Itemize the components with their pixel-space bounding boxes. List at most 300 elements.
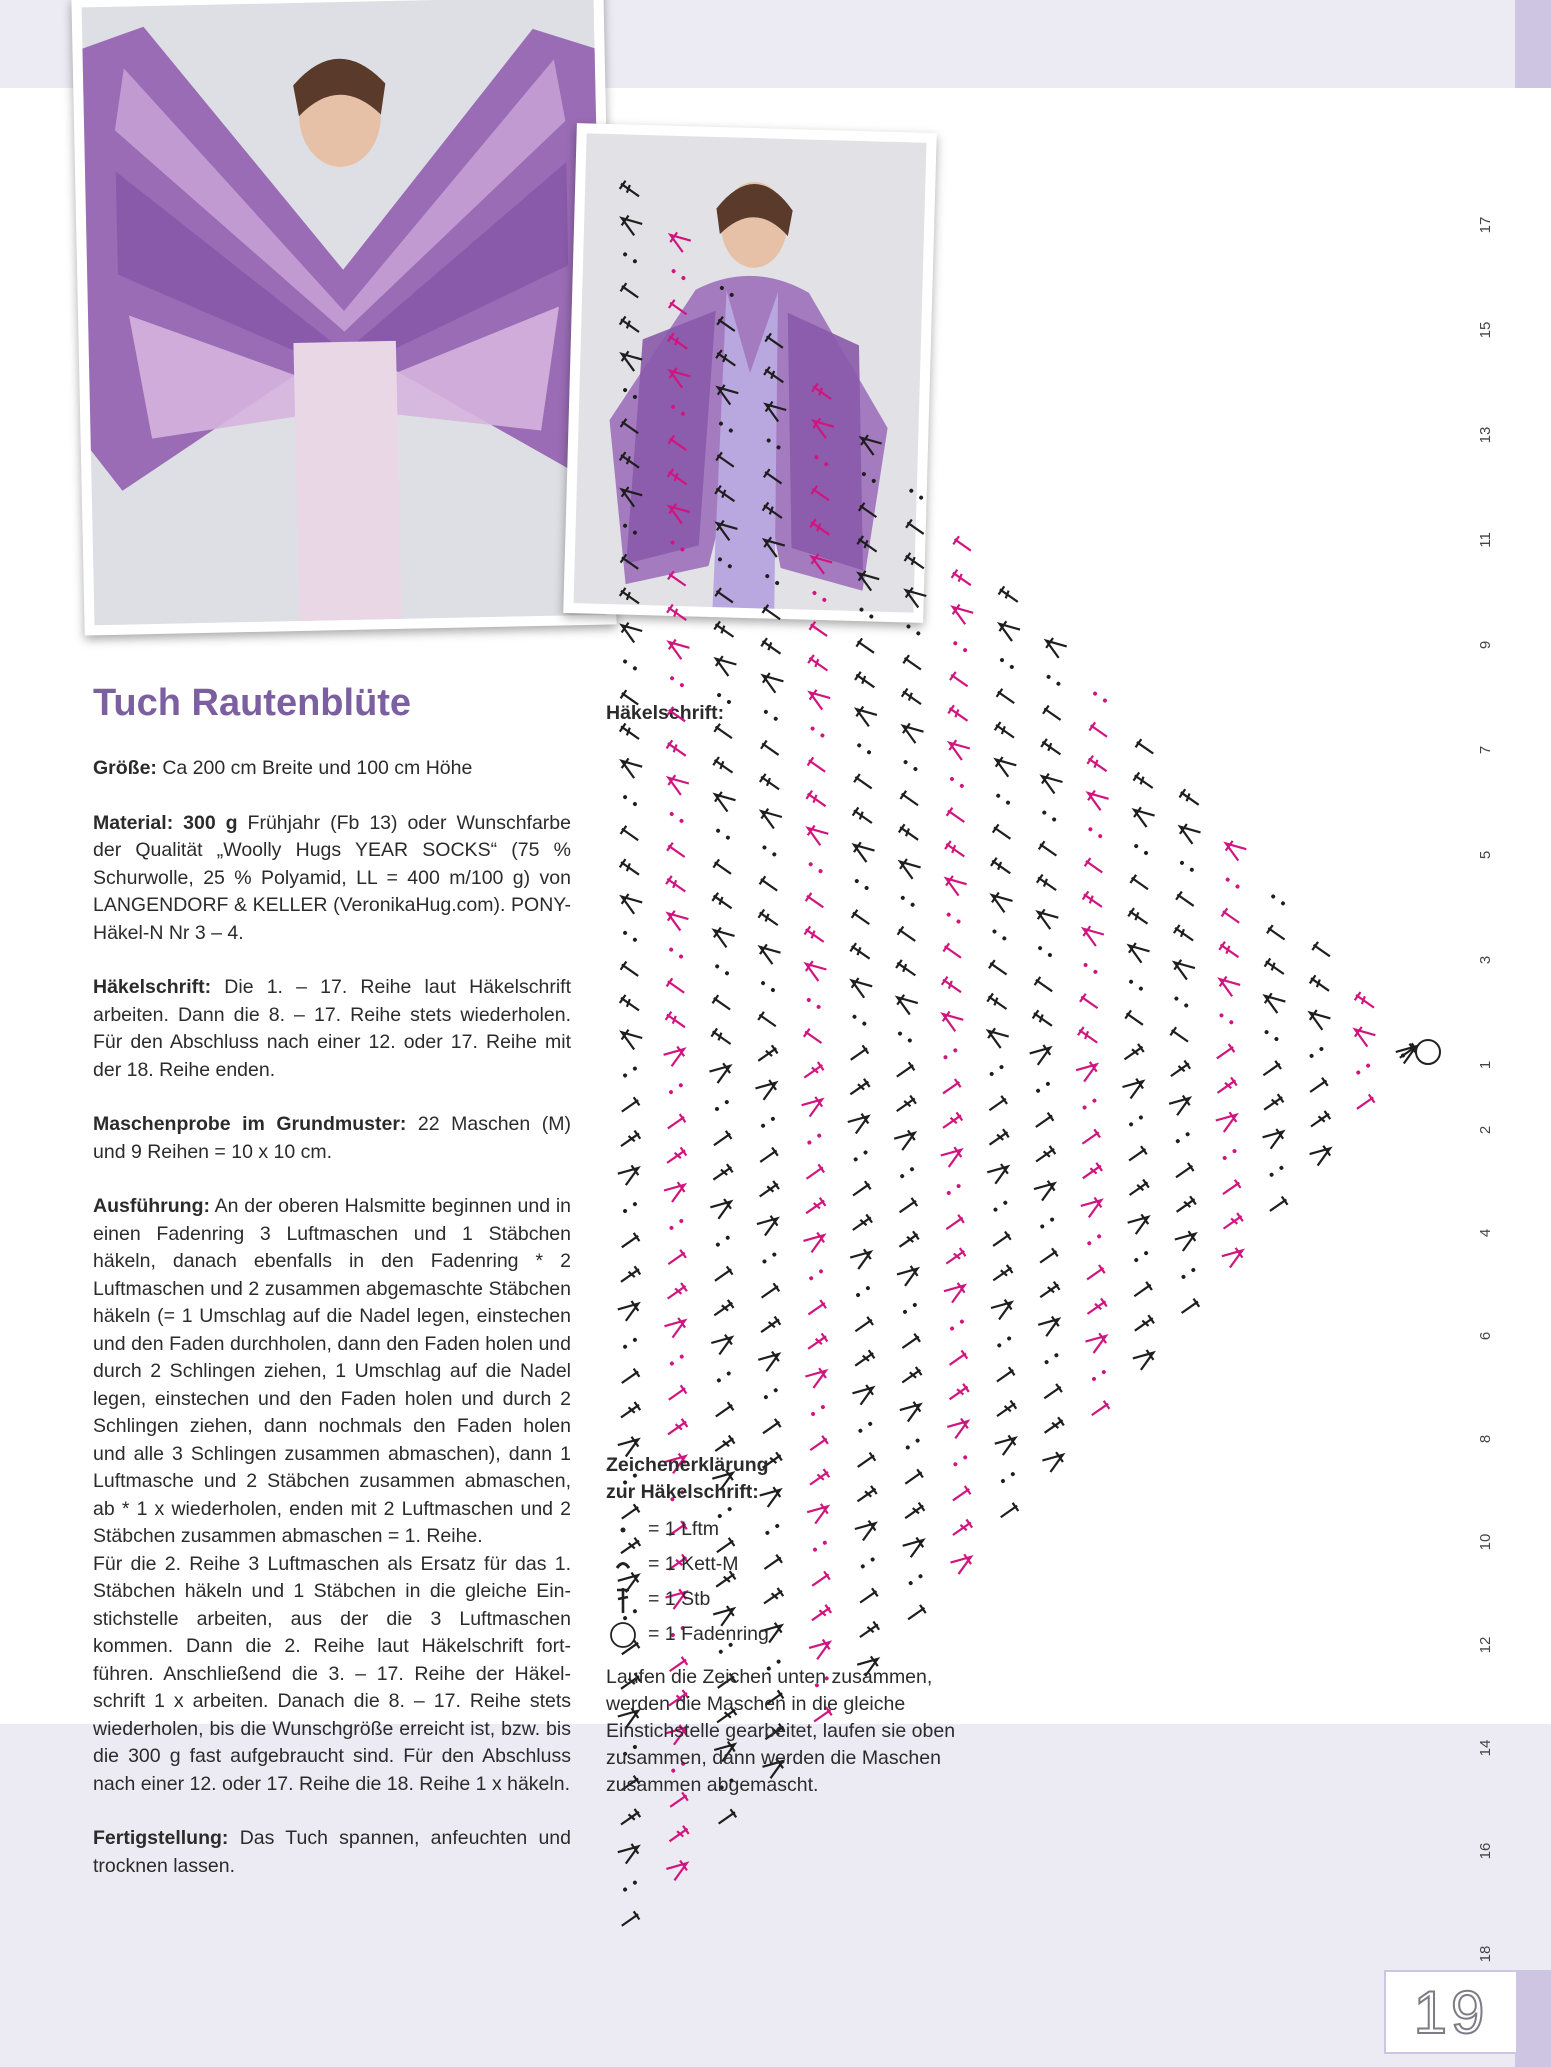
chart-symbol xyxy=(715,451,737,471)
chart-symbol xyxy=(856,743,871,755)
chart-symbol xyxy=(942,873,966,896)
chart-symbol xyxy=(1309,1046,1324,1058)
chart-symbol xyxy=(806,756,828,776)
chart-symbol xyxy=(1308,974,1332,995)
chart-symbol xyxy=(852,703,876,726)
chart-symbol xyxy=(618,722,642,743)
chart-symbol xyxy=(943,840,967,861)
chart-symbol xyxy=(905,1438,920,1450)
chart-symbol xyxy=(1265,924,1287,944)
chart-symbol xyxy=(714,587,736,607)
execution-label: Ausführung: xyxy=(93,1195,210,1217)
chart-symbol xyxy=(859,607,874,619)
chart-symbol xyxy=(716,315,738,335)
chart-symbol xyxy=(1221,1212,1245,1233)
chart-symbol xyxy=(1084,1264,1106,1284)
chart-symbol xyxy=(806,1299,828,1319)
chart-symbol xyxy=(759,1282,781,1302)
chart-symbol xyxy=(756,941,780,964)
chart-symbol xyxy=(807,654,831,675)
chart-symbol xyxy=(667,1825,691,1846)
legend-title-2: zur Häkelschrift: xyxy=(606,1481,759,1503)
chart-symbol xyxy=(665,501,689,524)
chart-symbol xyxy=(1219,1013,1234,1025)
chart-symbol xyxy=(618,348,642,371)
chart-symbol xyxy=(952,640,967,652)
chart-symbol xyxy=(990,1230,1012,1250)
chart-symbol xyxy=(622,930,637,942)
chart-symbol xyxy=(711,1130,733,1150)
chart-symbol xyxy=(1214,1043,1236,1063)
chart-symbol xyxy=(669,675,684,687)
chart-symbol xyxy=(666,1384,688,1404)
chart-symbol xyxy=(718,421,733,433)
chart-symbol xyxy=(805,1365,829,1388)
chart-symbol xyxy=(618,212,642,235)
chart-symbol xyxy=(1091,1369,1106,1381)
chart-symbol xyxy=(1046,674,1061,686)
chart-symbol xyxy=(1037,840,1059,860)
chart-symbol xyxy=(857,502,879,522)
chart-symbol xyxy=(801,1061,825,1082)
chart-symbol xyxy=(993,1200,1008,1212)
dot-icon xyxy=(606,1515,640,1545)
chart-symbol xyxy=(760,534,784,557)
chart-symbol xyxy=(618,1027,642,1050)
legend-title-1: Zeichenerklärung xyxy=(606,1454,769,1476)
chart-symbol xyxy=(711,789,735,812)
chart-symbol xyxy=(1172,924,1196,945)
chart-symbol xyxy=(618,484,642,507)
chart-symbol xyxy=(1261,990,1285,1013)
chart-symbol xyxy=(850,1213,874,1234)
chart-symbol xyxy=(1041,704,1063,724)
chart-symbol xyxy=(665,739,689,760)
chart-symbol xyxy=(1222,1245,1246,1268)
chart-symbol xyxy=(1092,691,1107,703)
chart-symbol xyxy=(856,535,880,556)
chart-symbol xyxy=(1044,1352,1059,1364)
chart-symbol xyxy=(619,1232,641,1252)
chart-symbol xyxy=(802,1027,824,1047)
chart-symbol xyxy=(852,1382,876,1405)
chart-symbol xyxy=(902,1302,917,1314)
chart-symbol xyxy=(855,637,877,657)
chart-symbol xyxy=(899,1366,923,1387)
chart-symbol xyxy=(713,1401,735,1421)
chart-symbol xyxy=(714,349,738,370)
row-number: 18 xyxy=(1477,1945,1494,1963)
magic-ring-icon xyxy=(1416,1040,1440,1064)
chart-symbol xyxy=(946,1183,961,1195)
chart-symbol xyxy=(1042,1416,1066,1437)
chart-symbol xyxy=(1085,1297,1109,1318)
chart-symbol xyxy=(947,1415,971,1438)
chart-symbol xyxy=(1080,1162,1104,1183)
chart-symbol xyxy=(939,1008,963,1031)
chart-symbol xyxy=(849,942,873,963)
chart-symbol xyxy=(897,823,921,844)
row-number: 6 xyxy=(1477,1331,1494,1341)
chart-symbol xyxy=(1034,906,1058,929)
row-number: 7 xyxy=(1477,745,1494,755)
chart-symbol xyxy=(1174,1195,1198,1216)
row-number: 3 xyxy=(1477,955,1494,965)
arc-icon xyxy=(606,1550,640,1580)
chart-symbol xyxy=(664,1043,688,1066)
chart-symbol xyxy=(763,709,778,721)
chart-symbol xyxy=(711,994,733,1014)
chart-heading: Häkelschrift: xyxy=(606,702,725,724)
chart-symbol xyxy=(1042,1449,1066,1472)
chart-symbol xyxy=(858,1421,873,1433)
chart-symbol xyxy=(899,790,921,810)
chart-text-label: Häkelschrift: xyxy=(93,976,212,998)
chart-symbol xyxy=(619,1096,641,1116)
chart-symbol xyxy=(1086,1234,1101,1246)
dagger-icon xyxy=(606,1585,640,1615)
chart-symbol xyxy=(764,332,786,352)
chart-symbol xyxy=(1308,1110,1332,1131)
chart-symbol xyxy=(766,438,781,450)
chart-symbol xyxy=(762,468,784,488)
chart-symbol xyxy=(1220,907,1242,927)
chart-symbol xyxy=(712,653,736,676)
chart-symbol xyxy=(848,975,872,998)
chart-symbol xyxy=(711,892,735,913)
chart-symbol xyxy=(622,794,637,806)
chart-symbol xyxy=(717,557,732,569)
chart-symbol xyxy=(618,1162,642,1185)
chart-symbol xyxy=(622,387,637,399)
chart-symbol xyxy=(618,1298,642,1321)
chart-symbol xyxy=(902,654,924,674)
chart-symbol xyxy=(992,754,1016,777)
top-tab xyxy=(1515,0,1551,88)
chart-symbol xyxy=(1354,1093,1376,1113)
gauge-text: 22 Maschen (M) und 9 Reihen = 10 x 10 cm. xyxy=(93,1113,571,1163)
chart-symbol xyxy=(1041,810,1056,822)
chart-symbol xyxy=(995,793,1010,805)
photo-shawl-spread-image xyxy=(82,0,607,625)
chart-symbol xyxy=(713,517,737,540)
chart-symbol xyxy=(618,1401,642,1422)
chart-symbol xyxy=(992,929,1007,941)
chart-symbol xyxy=(1175,1131,1190,1143)
chart-symbol xyxy=(894,959,918,980)
chart-symbol xyxy=(665,841,687,861)
row-number: 15 xyxy=(1477,321,1494,339)
chart-symbol xyxy=(903,759,918,771)
chart-symbol xyxy=(1039,1217,1054,1229)
chart-symbol xyxy=(1030,1042,1054,1065)
chart-symbol xyxy=(947,1383,971,1404)
row-number: 4 xyxy=(1477,1228,1494,1238)
legend-text-double: = 1 Stb xyxy=(648,1588,711,1610)
chart-symbol xyxy=(949,1319,964,1331)
chart-symbol xyxy=(850,1180,872,1200)
chart-symbol xyxy=(713,620,737,641)
chart-paragraph xyxy=(93,974,571,1084)
page-title: Tuch Rautenblüte xyxy=(93,682,412,724)
chart-symbol xyxy=(619,282,641,302)
chart-symbol xyxy=(1037,1247,1059,1267)
chart-symbol xyxy=(852,773,874,793)
chart-symbol xyxy=(908,488,923,500)
chart-symbol xyxy=(714,382,738,405)
chart-symbol xyxy=(670,404,685,416)
chart-symbol xyxy=(996,1336,1011,1348)
chart-symbol xyxy=(1311,941,1333,961)
chart-symbol xyxy=(1130,804,1154,827)
photo-shawl-spread xyxy=(71,0,616,636)
chart-symbol xyxy=(994,1399,1018,1420)
chart-symbol xyxy=(949,601,973,624)
chart-symbol xyxy=(670,540,685,552)
chart-symbol xyxy=(759,739,781,759)
chart-symbol xyxy=(1353,991,1377,1012)
chart-symbol xyxy=(897,1263,921,1286)
chart-symbol xyxy=(945,806,967,826)
chart-symbol xyxy=(904,518,926,538)
chart-symbol xyxy=(1133,843,1148,855)
chart-symbol xyxy=(1170,957,1194,980)
chart-symbol xyxy=(942,942,964,962)
chart-symbol xyxy=(713,723,735,743)
chart-symbol xyxy=(808,1269,823,1281)
chart-symbol xyxy=(1178,788,1202,809)
chart-symbol xyxy=(1222,838,1246,861)
chart-symbol xyxy=(622,252,637,264)
chart-symbol xyxy=(618,180,642,201)
row-number: 17 xyxy=(1477,216,1494,234)
chart-symbol xyxy=(998,1502,1020,1522)
row-number: 13 xyxy=(1477,426,1494,444)
chart-symbol xyxy=(1267,1195,1289,1215)
chart-symbol xyxy=(900,687,924,708)
finishing-label: Fertigstellung: xyxy=(93,1827,229,1849)
chart-symbol xyxy=(1129,874,1151,894)
chart-symbol xyxy=(810,382,834,403)
chart-symbol xyxy=(762,845,777,857)
chart-symbol xyxy=(664,875,688,896)
row-numbers xyxy=(1477,217,1494,1963)
chart-symbol xyxy=(710,1027,734,1048)
chart-symbol xyxy=(806,687,830,710)
legend-item-double xyxy=(606,1582,976,1617)
material-weight: 300 g xyxy=(173,811,238,834)
row-number: 11 xyxy=(1477,532,1494,548)
chart-symbol xyxy=(712,858,734,878)
chart-symbol xyxy=(716,1371,731,1383)
chart-symbol xyxy=(757,1011,779,1031)
chart-symbol xyxy=(1263,957,1287,978)
row-number: 12 xyxy=(1477,1636,1494,1654)
chart-symbol xyxy=(1133,1347,1157,1370)
chart-symbol xyxy=(619,960,641,980)
chart-symbol xyxy=(808,518,832,539)
chart-symbol xyxy=(1132,1314,1156,1335)
execution-text: An der oberen Halsmitte beginnen und in einen Fadenring 3 Luftmaschen und 1 Stäbchen häkeln, danach ebenfalls in den Fadenring * 2 Luftmaschen und 2 zusammen abgemaschte Stäbchen häkeln (= 1 Umschlag auf die Nadel legen, einstechen und den Faden durchholen, dann den Faden holen und durch 2 Schlingen ziehen, 1 Umschlag auf die Nadel legen, einstechen und den Faden holen und durch 2 Schlingen ziehen, dann nochmals den Faden holen und alle 3 Schlingen zusammen abmaschen), dann 1 Luftmasche und 2 Stäbchen zusammen abmaschen, ab * 1 x wiederholen, enden mit 2 Luftmaschen und 2 Stäbchen zusammen abmaschen = 1. Reihe. xyxy=(93,1195,571,1547)
chart-symbol xyxy=(896,925,918,945)
size-text: Ca 200 cm Breite und 100 cm Höhe xyxy=(156,757,473,779)
row-number: 8 xyxy=(1477,1434,1494,1444)
chart-symbol xyxy=(664,908,688,931)
chart-symbol xyxy=(1127,1178,1151,1199)
chart-text: Die 1. – 17. Reihe laut Häkelschrift arbeiten. Dann die 8. – 17. Reihe stets wiederholen. Für den Abschluss nach einer 12. oder 17. Reihe mit der 18. Reihe enden. xyxy=(93,976,571,1081)
chart-symbol xyxy=(618,994,642,1015)
chart-symbol xyxy=(664,1315,688,1338)
chart-symbol xyxy=(807,1133,822,1145)
chart-symbol xyxy=(1261,1060,1283,1080)
chart-symbol xyxy=(618,587,642,608)
chart-symbol xyxy=(719,285,734,297)
chart-symbol xyxy=(1128,979,1143,991)
chart-symbol xyxy=(952,535,974,555)
chart-symbol xyxy=(759,670,783,693)
chart-symbol xyxy=(757,908,781,929)
chart-symbol xyxy=(814,454,829,466)
chart-symbol xyxy=(1306,1007,1330,1030)
chart-symbol xyxy=(903,552,927,573)
chart-symbol xyxy=(1080,1128,1102,1148)
chart-symbol xyxy=(1041,1383,1063,1403)
chart-symbol xyxy=(666,706,688,726)
chart-symbol xyxy=(619,689,641,709)
chart-symbol xyxy=(1086,754,1110,775)
chart-symbol xyxy=(1124,1009,1146,1029)
chart-symbol xyxy=(1079,923,1103,946)
chart-symbol xyxy=(618,1265,642,1286)
row-number: 16 xyxy=(1477,1842,1494,1860)
chart-symbol xyxy=(894,1094,918,1115)
chart-symbol xyxy=(710,924,734,947)
legend-note: Laufen die Zeichen unten zusammen, werden die Maschen in die gleiche Einstichstelle gearbeitet, laufen sie oben zusammen, dann werden die Maschen zusammen abgemascht. xyxy=(606,1666,956,1796)
chart-symbol xyxy=(618,451,642,472)
chart-symbol xyxy=(861,471,876,483)
chart-symbol xyxy=(1132,771,1156,792)
chart-symbol xyxy=(806,997,821,1009)
chart-symbol xyxy=(711,1299,735,1320)
chart-symbol xyxy=(760,980,775,992)
chart-symbol xyxy=(996,618,1020,641)
chart-symbol xyxy=(896,856,920,879)
chart-symbol xyxy=(714,1099,729,1111)
chart-symbol xyxy=(987,1095,1009,1115)
chart-symbol xyxy=(666,332,690,353)
chart-symbol xyxy=(618,891,642,914)
chart-symbol xyxy=(666,468,690,489)
chart-symbol xyxy=(1081,1194,1105,1217)
chart-symbol xyxy=(618,620,642,643)
chart-symbol xyxy=(1033,1145,1057,1166)
chart-symbol xyxy=(943,1214,965,1234)
chart-symbol xyxy=(665,1113,687,1133)
chart-symbol xyxy=(943,1048,958,1060)
legend-text-chain: = 1 Lftm xyxy=(648,1518,719,1540)
chart-symbol xyxy=(1220,1179,1242,1199)
chart-symbol xyxy=(667,299,689,319)
page-number: 19 xyxy=(1384,1970,1518,2054)
chart-symbol xyxy=(1035,1081,1050,1093)
chart-symbol xyxy=(1078,993,1100,1013)
chart-symbol xyxy=(808,551,832,574)
chart-symbol xyxy=(945,737,969,760)
chart-symbol xyxy=(1037,1280,1061,1301)
chart-symbol xyxy=(988,889,1012,912)
chart-symbol xyxy=(1169,1092,1193,1115)
chart-symbol xyxy=(1176,821,1200,844)
circle-icon xyxy=(606,1620,640,1650)
chart-symbol xyxy=(989,857,1013,878)
chart-symbol xyxy=(946,912,961,924)
chart-symbol xyxy=(1131,1281,1153,1301)
legend-text-slip: = 1 Kett-M xyxy=(648,1553,739,1575)
chart-symbol xyxy=(902,585,926,608)
chart-symbol xyxy=(950,568,974,589)
chart-symbol xyxy=(810,726,825,738)
gauge-label: Maschenprobe im Grundmuster: xyxy=(93,1113,407,1135)
chart-symbol xyxy=(669,1218,684,1230)
chart-symbol xyxy=(850,1246,874,1269)
material-text: Frühjahr (Fb 13) oder Wunschfarbe der Qualität „Woolly Hugs YEAR SOCKS“ (75 % Schurwolle, 25 % Polyamid, LL = 400 m/100 g) von LANGENDORF & KELLER (VeronikaHug.com). PONY-Häkel-N Nr 3 – 4. xyxy=(93,811,571,944)
chart-symbol xyxy=(1270,894,1285,906)
chart-symbol xyxy=(897,1031,912,1043)
chart-symbol xyxy=(758,875,780,895)
chart-symbol xyxy=(857,432,881,455)
row-number: 1 xyxy=(1477,1060,1494,1070)
gauge-paragraph xyxy=(93,1111,571,1166)
chart-symbol xyxy=(1088,721,1110,741)
chart-symbol xyxy=(668,1082,683,1094)
chart-symbol xyxy=(711,1332,735,1355)
chart-symbol xyxy=(993,721,1017,742)
chart-symbol xyxy=(1128,1211,1152,1234)
chart-symbol xyxy=(940,975,964,996)
chart-symbol xyxy=(852,1014,867,1026)
chart-symbol xyxy=(716,1808,738,1828)
chart-symbol xyxy=(804,892,826,912)
row-number: 9 xyxy=(1477,640,1494,650)
chart-symbol xyxy=(1355,1063,1370,1075)
legend-item-slip xyxy=(606,1547,976,1582)
chart-symbol xyxy=(944,1280,968,1303)
chart-symbol xyxy=(1261,1093,1285,1114)
chart-symbol xyxy=(805,789,829,810)
legend-item-chain xyxy=(606,1512,976,1547)
chart-symbol xyxy=(1307,1076,1329,1096)
chart-symbol xyxy=(900,1332,922,1352)
chart-symbol xyxy=(755,1077,779,1100)
chart-symbol xyxy=(1076,1026,1100,1047)
chart-symbol xyxy=(804,1163,826,1183)
chart-symbol xyxy=(1034,1178,1058,1201)
chart-symbol xyxy=(1169,1026,1191,1046)
chart-symbol xyxy=(900,895,915,907)
chart-symbol xyxy=(758,773,782,794)
chart-symbol xyxy=(991,1297,1015,1320)
chart-symbol xyxy=(764,573,779,585)
chart-symbol xyxy=(755,1044,779,1065)
chart-symbol xyxy=(619,418,641,438)
chart-symbol xyxy=(711,1163,735,1184)
chart-symbol xyxy=(1175,1228,1199,1251)
chart-symbol xyxy=(1085,1330,1109,1353)
chart-symbol xyxy=(1134,738,1156,758)
chart-symbol xyxy=(808,861,823,873)
chart-symbol xyxy=(665,1418,689,1439)
chart-symbol xyxy=(1000,1471,1015,1483)
